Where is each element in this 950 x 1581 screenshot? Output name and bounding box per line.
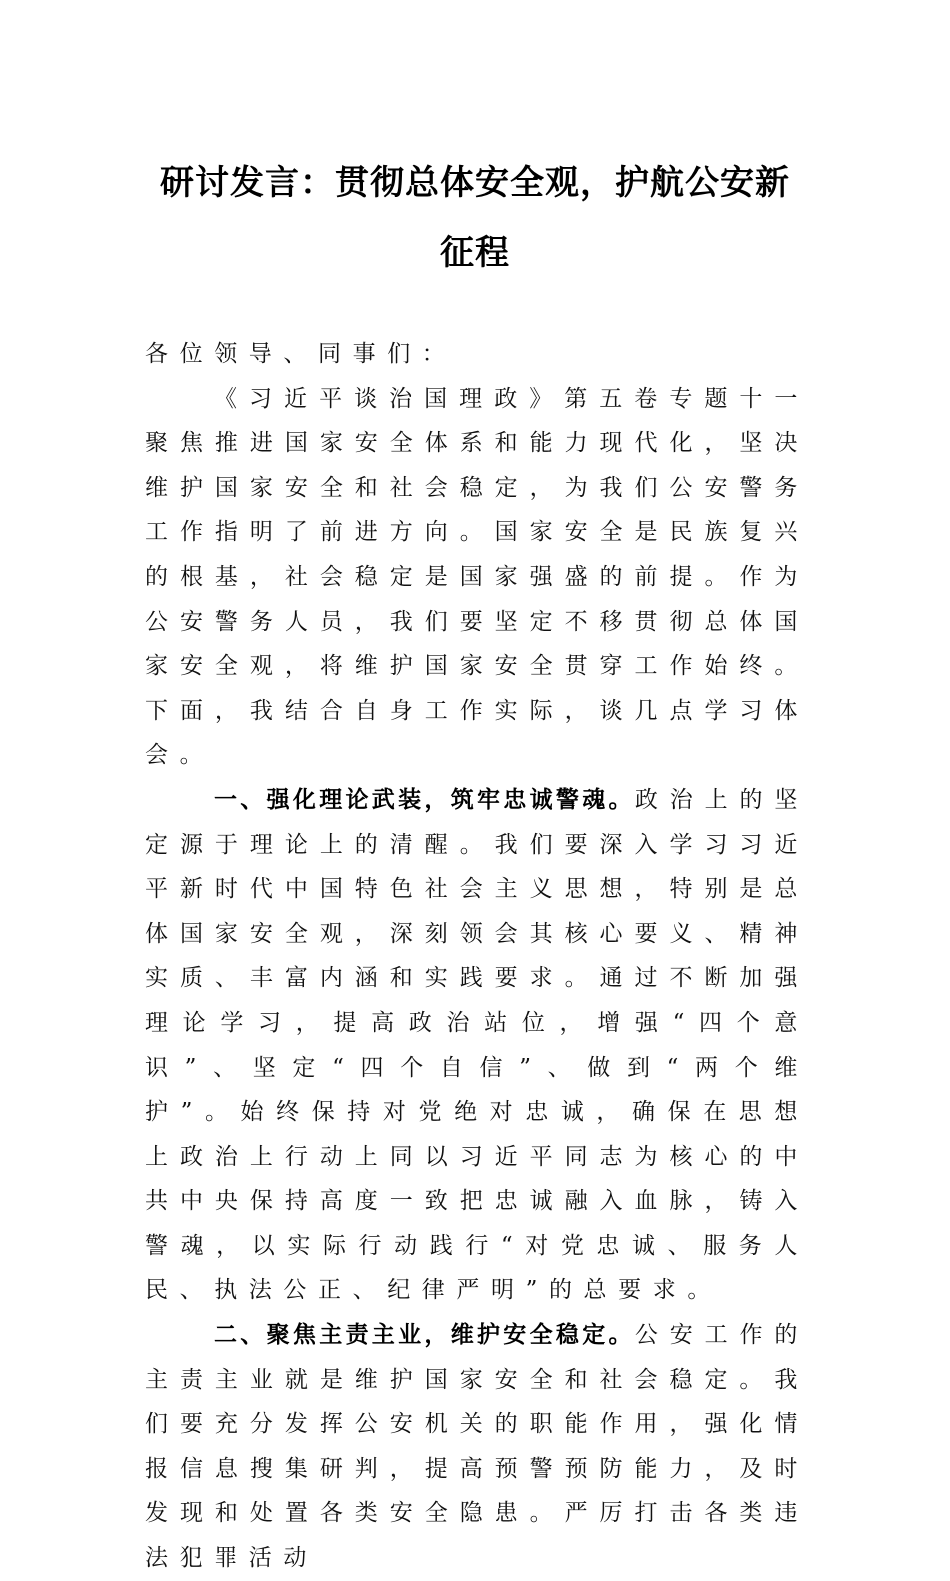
document-title: 研讨发言：贯彻总体安全观，护航公安新征程	[160, 163, 790, 273]
document-body	[145, 332, 809, 1581]
salutation: 各位领导、同事们：	[145, 341, 457, 367]
paragraph-section-2	[145, 1313, 809, 1581]
section-1-text: 政治上的坚定源于理论上的清醒。我们要深入学习习近平新时代中国特色社会主义思想，特别是总体国家安全观，深刻领会其核心要义、精神实质、丰富内涵和实践要求。通过不断加强理论学习，提高政治站位，增强“四个意识”、坚定“四个自信”、做到“两个维护”。始终保持对党绝对忠诚，确保在思想上政治上行动上同以习近平同志为核心的中共中央保持高度一致把忠诚融入血脉，铸入警魂，以实际行动践行“对党忠诚、服务人民、执法公正、纪律严明”的总要求。	[145, 786, 810, 1304]
paragraph-section-1	[145, 778, 809, 1313]
paragraph-intro	[145, 377, 809, 778]
paragraph-text: 《习近平谈治国理政》第五卷专题十一聚焦推进国家安全体系和能力现代化，坚决维护国家安全和社会稳定，为我们公安警务工作指明了前进方向。国家安全是民族复兴的根基，社会稳定是国家强盛的前提。作为公安警务人员，我们要坚定不移贯彻总体国家安全观，将维护国家安全贯穿工作始终。下面，我结合自身工作实际，谈几点学习体会。	[145, 385, 809, 769]
section-2-heading: 二、聚焦主责主业，维护安全稳定。	[214, 1322, 635, 1349]
section-1-heading: 一、强化理论武装，筑牢忠诚警魂。	[214, 786, 635, 813]
section-2-text: 公安工作的主责主业就是维护国家安全和社会稳定。我们要充分发挥公安机关的职能作用，强化情报信息搜集研判，提高预警预防能力，及时发现和处置各类安全隐患。严厉打击各类违法犯罪活动	[145, 1322, 810, 1572]
